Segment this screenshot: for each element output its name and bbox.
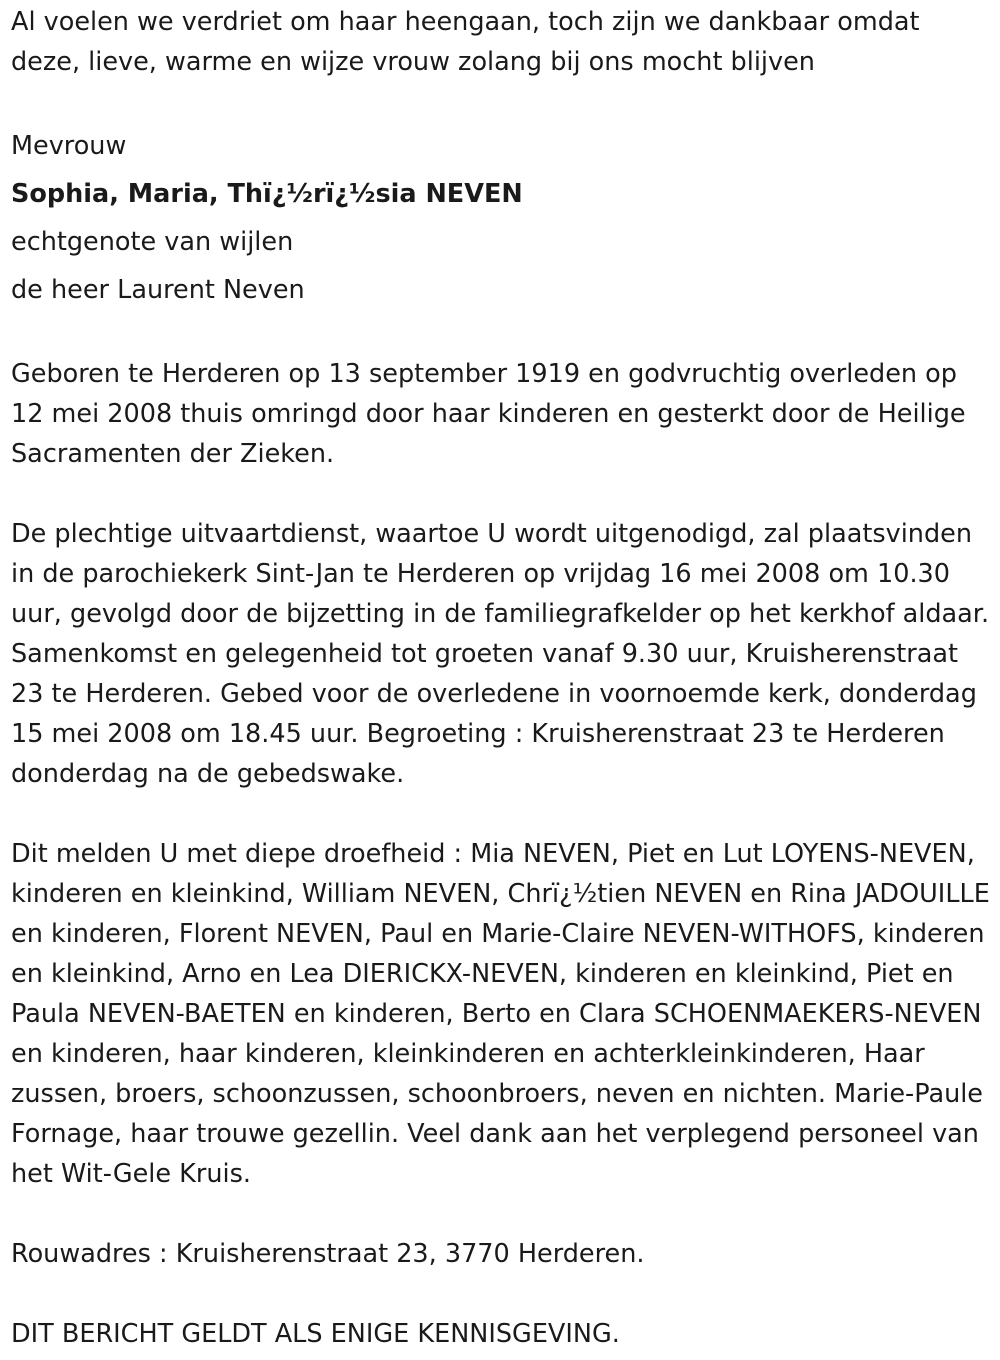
deceased-name: Sophia, Maria, Thï¿½rï¿½sia NEVEN <box>11 179 523 209</box>
family-paragraph: Dit melden U met diepe droefheid : Mia NEVEN, Piet en Lut LOYENS-NEVEN, kinderen en kleinkind, William NEVEN, Chrï¿½tien NEVEN en Rina JADOUILLE en kinderen, Florent NEVEN, Paul en Marie-Claire NEVEN-WITHOFS, kinderen en kleinkind, Arno en Lea DIERICKX-NEVEN, kinderen en kleinkind, Piet en Paula NEVEN-BAETEN en kinderen, Berto en Clara SCHOENMAEKERS-NEVEN en kinderen, haar kinderen, kleinkinderen en achterkleinkinderen, Haar zussen, broers, schoonzussen, schoonbroers, neven en nichten. Marie-Paule Fornage, haar trouwe gezellin. Veel dank aan het verplegend personeel van het Wit-Gele Kruis. <box>11 839 990 1189</box>
spacer <box>11 1274 996 1314</box>
intro-paragraph: Al voelen we verdriet om haar heengaan, toch zijn we dankbaar omdat deze, lieve, warme en wijze vrouw zolang bij ons mocht blijven <box>11 7 920 77</box>
spacer <box>11 1194 996 1234</box>
closing-line: DIT BERICHT GELDT ALS ENIGE KENNISGEVING. <box>11 1319 620 1349</box>
obituary-notice <box>11 2 996 1354</box>
address-line: Rouwadres : Kruisherenstraat 23, 3770 Herderen. <box>11 1239 645 1269</box>
spacer <box>11 314 996 354</box>
birth-death-paragraph: Geboren te Herderen op 13 september 1919 en godvruchtig overleden op 12 mei 2008 thuis omringd door haar kinderen en gesterkt door de Heilige Sacramenten der Zieken. <box>11 359 966 469</box>
salutation: Mevrouw <box>11 131 127 161</box>
spacer <box>11 82 996 122</box>
spacer <box>11 794 996 834</box>
relation-line-2: de heer Laurent Neven <box>11 275 305 305</box>
funeral-paragraph: De plechtige uitvaartdienst, waartoe U wordt uitgenodigd, zal plaatsvinden in de parochiekerk Sint-Jan te Herderen op vrijdag 16 mei 2008 om 10.30 uur, gevolgd door de bijzetting in de familiegrafkelder op het kerkhof aldaar. Samenkomst en gelegenheid tot groeten vanaf 9.30 uur, Kruisherenstraat 23 te Herderen. Gebed voor de overledene in voornoemde kerk, donderdag 15 mei 2008 om 18.45 uur. Begroeting : Kruisherenstraat 23 te Herderen donderdag na de gebedswake. <box>11 519 990 789</box>
spacer <box>11 474 996 514</box>
relation-line-1: echtgenote van wijlen <box>11 227 294 257</box>
